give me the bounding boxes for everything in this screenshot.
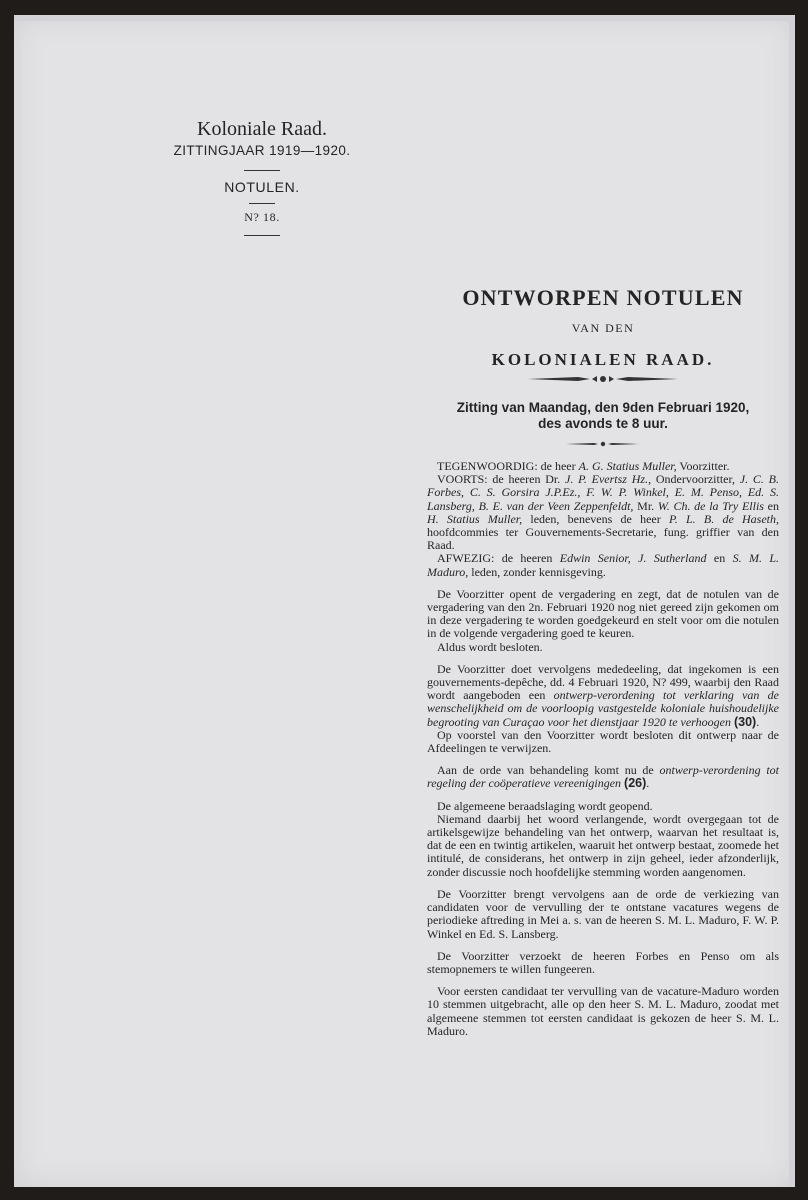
text-run: Aan de orde van behandeling komt nu de <box>437 763 660 778</box>
session-year: ZITTINGJAAR 1919—1920. <box>173 143 351 158</box>
ordinance-number: (26) <box>624 776 647 791</box>
minutes-paragraph: De algemeene beraadslaging wordt geopend. <box>437 798 653 813</box>
name-run: H. Statius Muller, <box>427 511 523 526</box>
minutes-paragraph: De Voorzitter brengt vervolgens aan de orde de verkiezing van candidaten voor de vervulling der te ontstane vacatures wegens de periodieke aftreding in Mei a. s. van de heeren S. M. L. Maduro, F. W. P. Winkel en Ed. S. Lansberg. <box>427 886 779 941</box>
text-run: hoofdcommies ter Gouvernements-Secretarie, fung. griffier van den Raad. <box>427 525 779 553</box>
text-run: TEGENWOORDIG: de heer <box>437 459 579 473</box>
minutes-paragraph: De Voorzitter opent de vergadering en zegt, dat de notulen van de vergadering van den 2n. Februari 1920 nog niet gereed zijn gekomen om in deze vergadering te worden goedgekeurd en stelt voor om die notulen in de volgende vergadering goed te keuren. <box>427 586 779 641</box>
session-line-1: Zitting van Maandag, den 9den Februari 1920, <box>456 400 750 415</box>
series-label: NOTULEN. <box>224 179 300 195</box>
text-run: . <box>756 714 760 729</box>
minutes-paragraph: Voor eersten candidaat ter vervulling van de vacature-Maduro worden 10 stemmen uitgebracht, alle op den heer S. M. L. Maduro, zoodat met algemeene stemmen tot eersten candidaat is gekozen de heer S. M. L. Maduro. <box>427 984 779 1038</box>
header-divider <box>244 170 280 171</box>
name-run: A. G. Statius Muller, <box>578 459 677 473</box>
issue-number: N? 18. <box>244 210 280 224</box>
ornament-divider <box>528 374 678 384</box>
ordinance-title: ontwerp-verordening tot verklaring van de wenschelijkheid om de voorloopig vastgestelde koloniale huishoudelijke begrooting van Curaçao voor het dienstjaar 1920 te verhoogen <box>427 688 779 729</box>
session-line-2: des avonds te 8 uur. <box>538 416 668 431</box>
attendance-absent <box>427 552 779 578</box>
paper-top-edge <box>14 15 795 21</box>
ordinance-title: ontwerp-verordening tot regeling der coöperatieve vereenigingen <box>427 763 779 791</box>
name-run: W. Ch. de la Try Ellis <box>657 498 764 513</box>
minutes-paragraph: Op voorstel van den Voorzitter wordt besloten dit ontwerp naar de Afdeelingen te verwijzen. <box>427 727 779 756</box>
header-divider <box>244 235 280 236</box>
text-run: Ondervoorzitter, <box>655 472 740 487</box>
ordinance-number: (30) <box>733 714 757 729</box>
text-run: VOORTS: de heeren Dr. <box>437 472 565 487</box>
document-title: ONTWORPEN NOTULEN <box>462 285 744 310</box>
text-run: Voorzitter. <box>676 459 730 473</box>
name-run: Edwin Senior, J. Sutherland <box>559 551 707 566</box>
text-run: en <box>706 551 733 566</box>
text-run: leden, zonder kennisgeving. <box>468 564 606 579</box>
session-info <box>427 400 779 432</box>
small-ornament-divider <box>566 440 640 448</box>
name-run: J. P. Evertsz Hz., <box>565 472 656 487</box>
council-title: Koloniale Raad. <box>197 118 327 140</box>
minutes-paragraph: De Voorzitter verzoekt de heeren Forbes en Penso om als stemopnemers te willen fungeeren. <box>427 948 779 976</box>
header-divider <box>249 203 275 204</box>
council-name: KOLONIALEN RAAD. <box>491 350 715 369</box>
text-run: De Voorzitter doet vervolgens mededeeling, dat ingekomen is een gouvernements-depêche, dd. 4 Februari 1920, N? 499, waarbij den Raad wordt aangeboden een <box>427 661 779 703</box>
minutes-paragraph: Niemand daarbij het woord verlangende, wordt overgegaan tot de artikelsgewijze behandeling van het ontwerp, waarvan het resultaat is, dat de een en twintig artikelen, waaruit het ontwerp bestaat, zoomede het intitulé, de considerans, het ontwerp in zijn geheel, ieder afzonderlijk, zonder discussie noch hoofdelijke stemming worden aangenomen. <box>427 811 779 879</box>
text-run: . <box>646 776 650 791</box>
document-page <box>14 15 795 1187</box>
paper-right-edge <box>789 15 795 1187</box>
van-den-label: VAN DEN <box>571 321 635 335</box>
name-run: S. M. L. Maduro, <box>427 551 780 579</box>
name-run: P. L. B. de Haseth, <box>668 511 780 526</box>
text-run: leden, benevens de heer <box>522 511 669 526</box>
minutes-paragraph: Aldus wordt besloten. <box>437 639 543 654</box>
minutes-paragraph <box>427 764 779 790</box>
minutes-column <box>427 285 779 1038</box>
text-run: AFWEZIG: de heeren <box>437 551 560 566</box>
attendance-also <box>427 473 779 552</box>
document-header <box>142 110 382 236</box>
text-run: Mr. <box>633 498 658 513</box>
text-run: en <box>763 498 780 513</box>
name-run: J. C. B. Forbes, C. S. Gorsira J.P.Ez., F. W. P. Winkel, E. M. Penso, Ed. S. Lansberg, B. E. van der Veen Zeppenfeldt, <box>427 472 779 513</box>
minutes-paragraph <box>427 663 779 729</box>
